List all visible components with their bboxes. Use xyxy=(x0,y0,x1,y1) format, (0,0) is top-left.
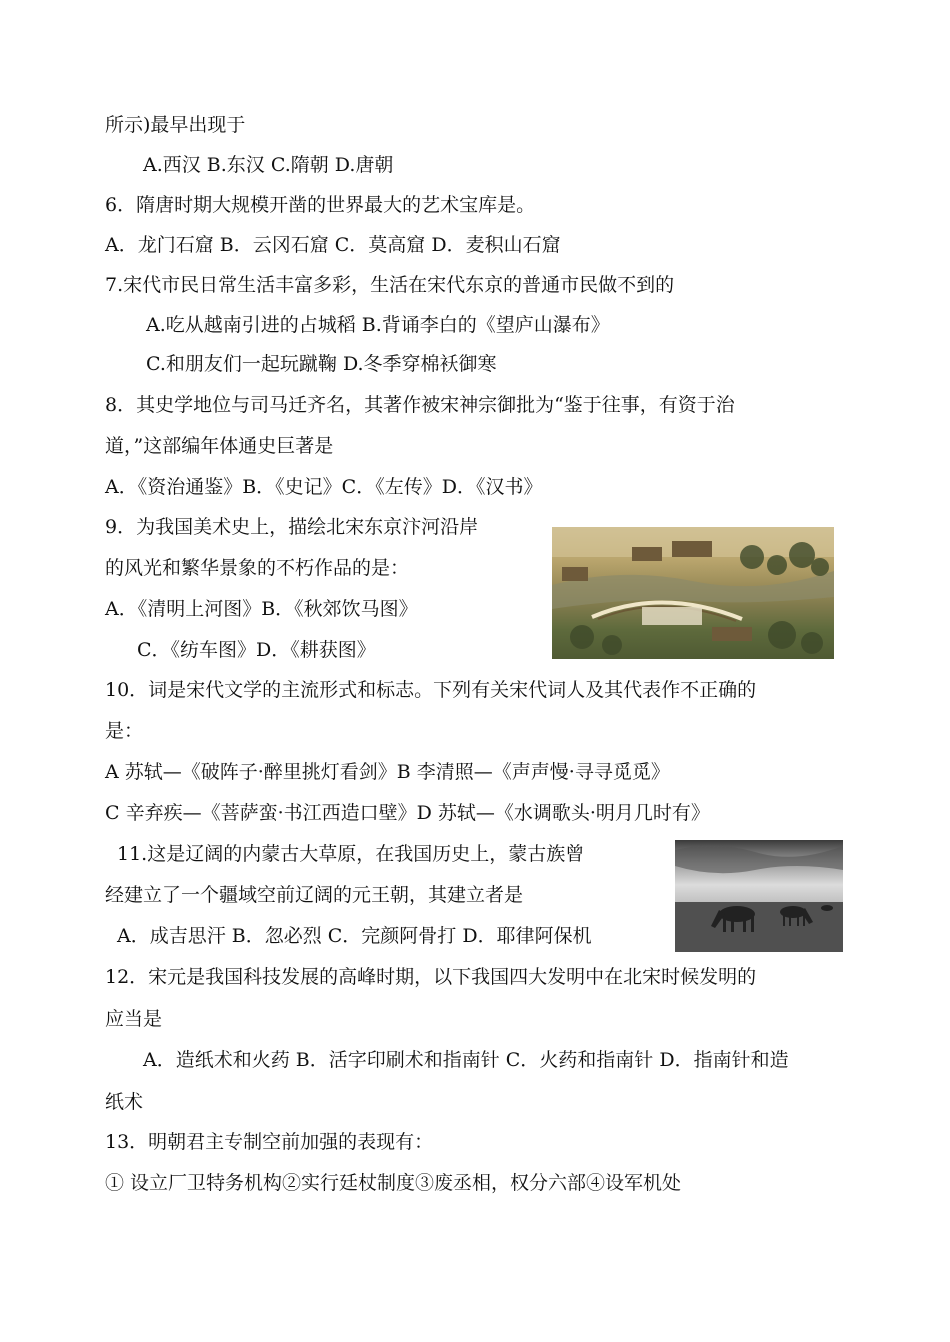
question-9-options-cd: C．《纺车图》D．《耕获图》 xyxy=(137,639,376,661)
question-7-options-ab: A.吃从越南引进的占城稻 B.背诵李白的《望庐山瀑布》 xyxy=(146,314,610,336)
grassland-horses-image xyxy=(675,840,843,952)
text-line: A.西汉 B.东汉 C.隋朝 D.唐朝 xyxy=(143,154,394,176)
question-12-cont: 应当是 xyxy=(105,1008,163,1030)
question-12-options-cont: 纸术 xyxy=(105,1091,144,1113)
question-8-cont: 道，”这部编年体通史巨著是 xyxy=(105,435,334,457)
question-12-options: A．造纸术和火药 B．活字印刷术和指南针 C．火药和指南针 D．指南针和造 xyxy=(143,1049,789,1071)
question-7-options-cd: C.和朋友们一起玩蹴鞠 D.冬季穿棉袄御寒 xyxy=(146,353,497,375)
qingming-painting-image xyxy=(552,527,834,659)
question-7: 7.宋代市民日常生活丰富多彩，生活在宋代东京的普通市民做不到的 xyxy=(105,274,675,296)
question-6: 6．隋唐时期大规模开凿的世界最大的艺术宝库是。 xyxy=(105,194,536,216)
question-11: 11.这是辽阔的内蒙古大草原，在我国历史上，蒙古族曾 xyxy=(117,843,585,865)
question-12: 12．宋元是我国科技发展的高峰时期，以下我国四大发明中在北宋时候发明的 xyxy=(105,966,757,988)
question-6-options: A．龙门石窟 B．云冈石窟 C．莫高窟 D．麦积山石窟 xyxy=(105,234,561,256)
question-13: 13．明朝君主专制空前加强的表现有： xyxy=(105,1131,434,1153)
question-10-options-ab: A 苏轼—《破阵子·醉里挑灯看剑》B 李清照—《声声慢·寻寻觅觅》 xyxy=(105,761,670,783)
question-13-options: ① 设立厂卫特务机构②实行廷杖制度③废丞相，权分六部④设军机处 xyxy=(105,1172,682,1194)
question-9: 9．为我国美术史上，描绘北宋东京汴河沿岸 xyxy=(105,516,479,538)
question-8-options: A．《资治通鉴》B．《史记》C．《左传》D．《汉书》 xyxy=(105,476,543,498)
question-11-options: A．成吉思汗 B．忽必烈 C．完颜阿骨打 D．耶律阿保机 xyxy=(117,925,592,947)
question-11-cont: 经建立了一个疆域空前辽阔的元王朝，其建立者是 xyxy=(105,884,524,906)
text-line: 所示)最早出现于 xyxy=(105,114,246,136)
question-9-options-ab: A．《清明上河图》B．《秋郊饮马图》 xyxy=(105,598,418,620)
question-9-cont: 的风光和繁华景象的不朽作品的是： xyxy=(105,557,410,579)
question-10-cont: 是： xyxy=(105,720,144,742)
question-8: 8．其史学地位与司马迁齐名，其著作被宋神宗御批为“鉴于往事，有资于治 xyxy=(105,394,735,416)
question-10-options-cd: C 辛弃疾—《菩萨蛮·书江西造口壁》D 苏轼—《水调歌头·明月几时有》 xyxy=(105,802,710,824)
question-10: 10．词是宋代文学的主流形式和标志。下列有关宋代词人及其代表作不正确的 xyxy=(105,679,757,701)
